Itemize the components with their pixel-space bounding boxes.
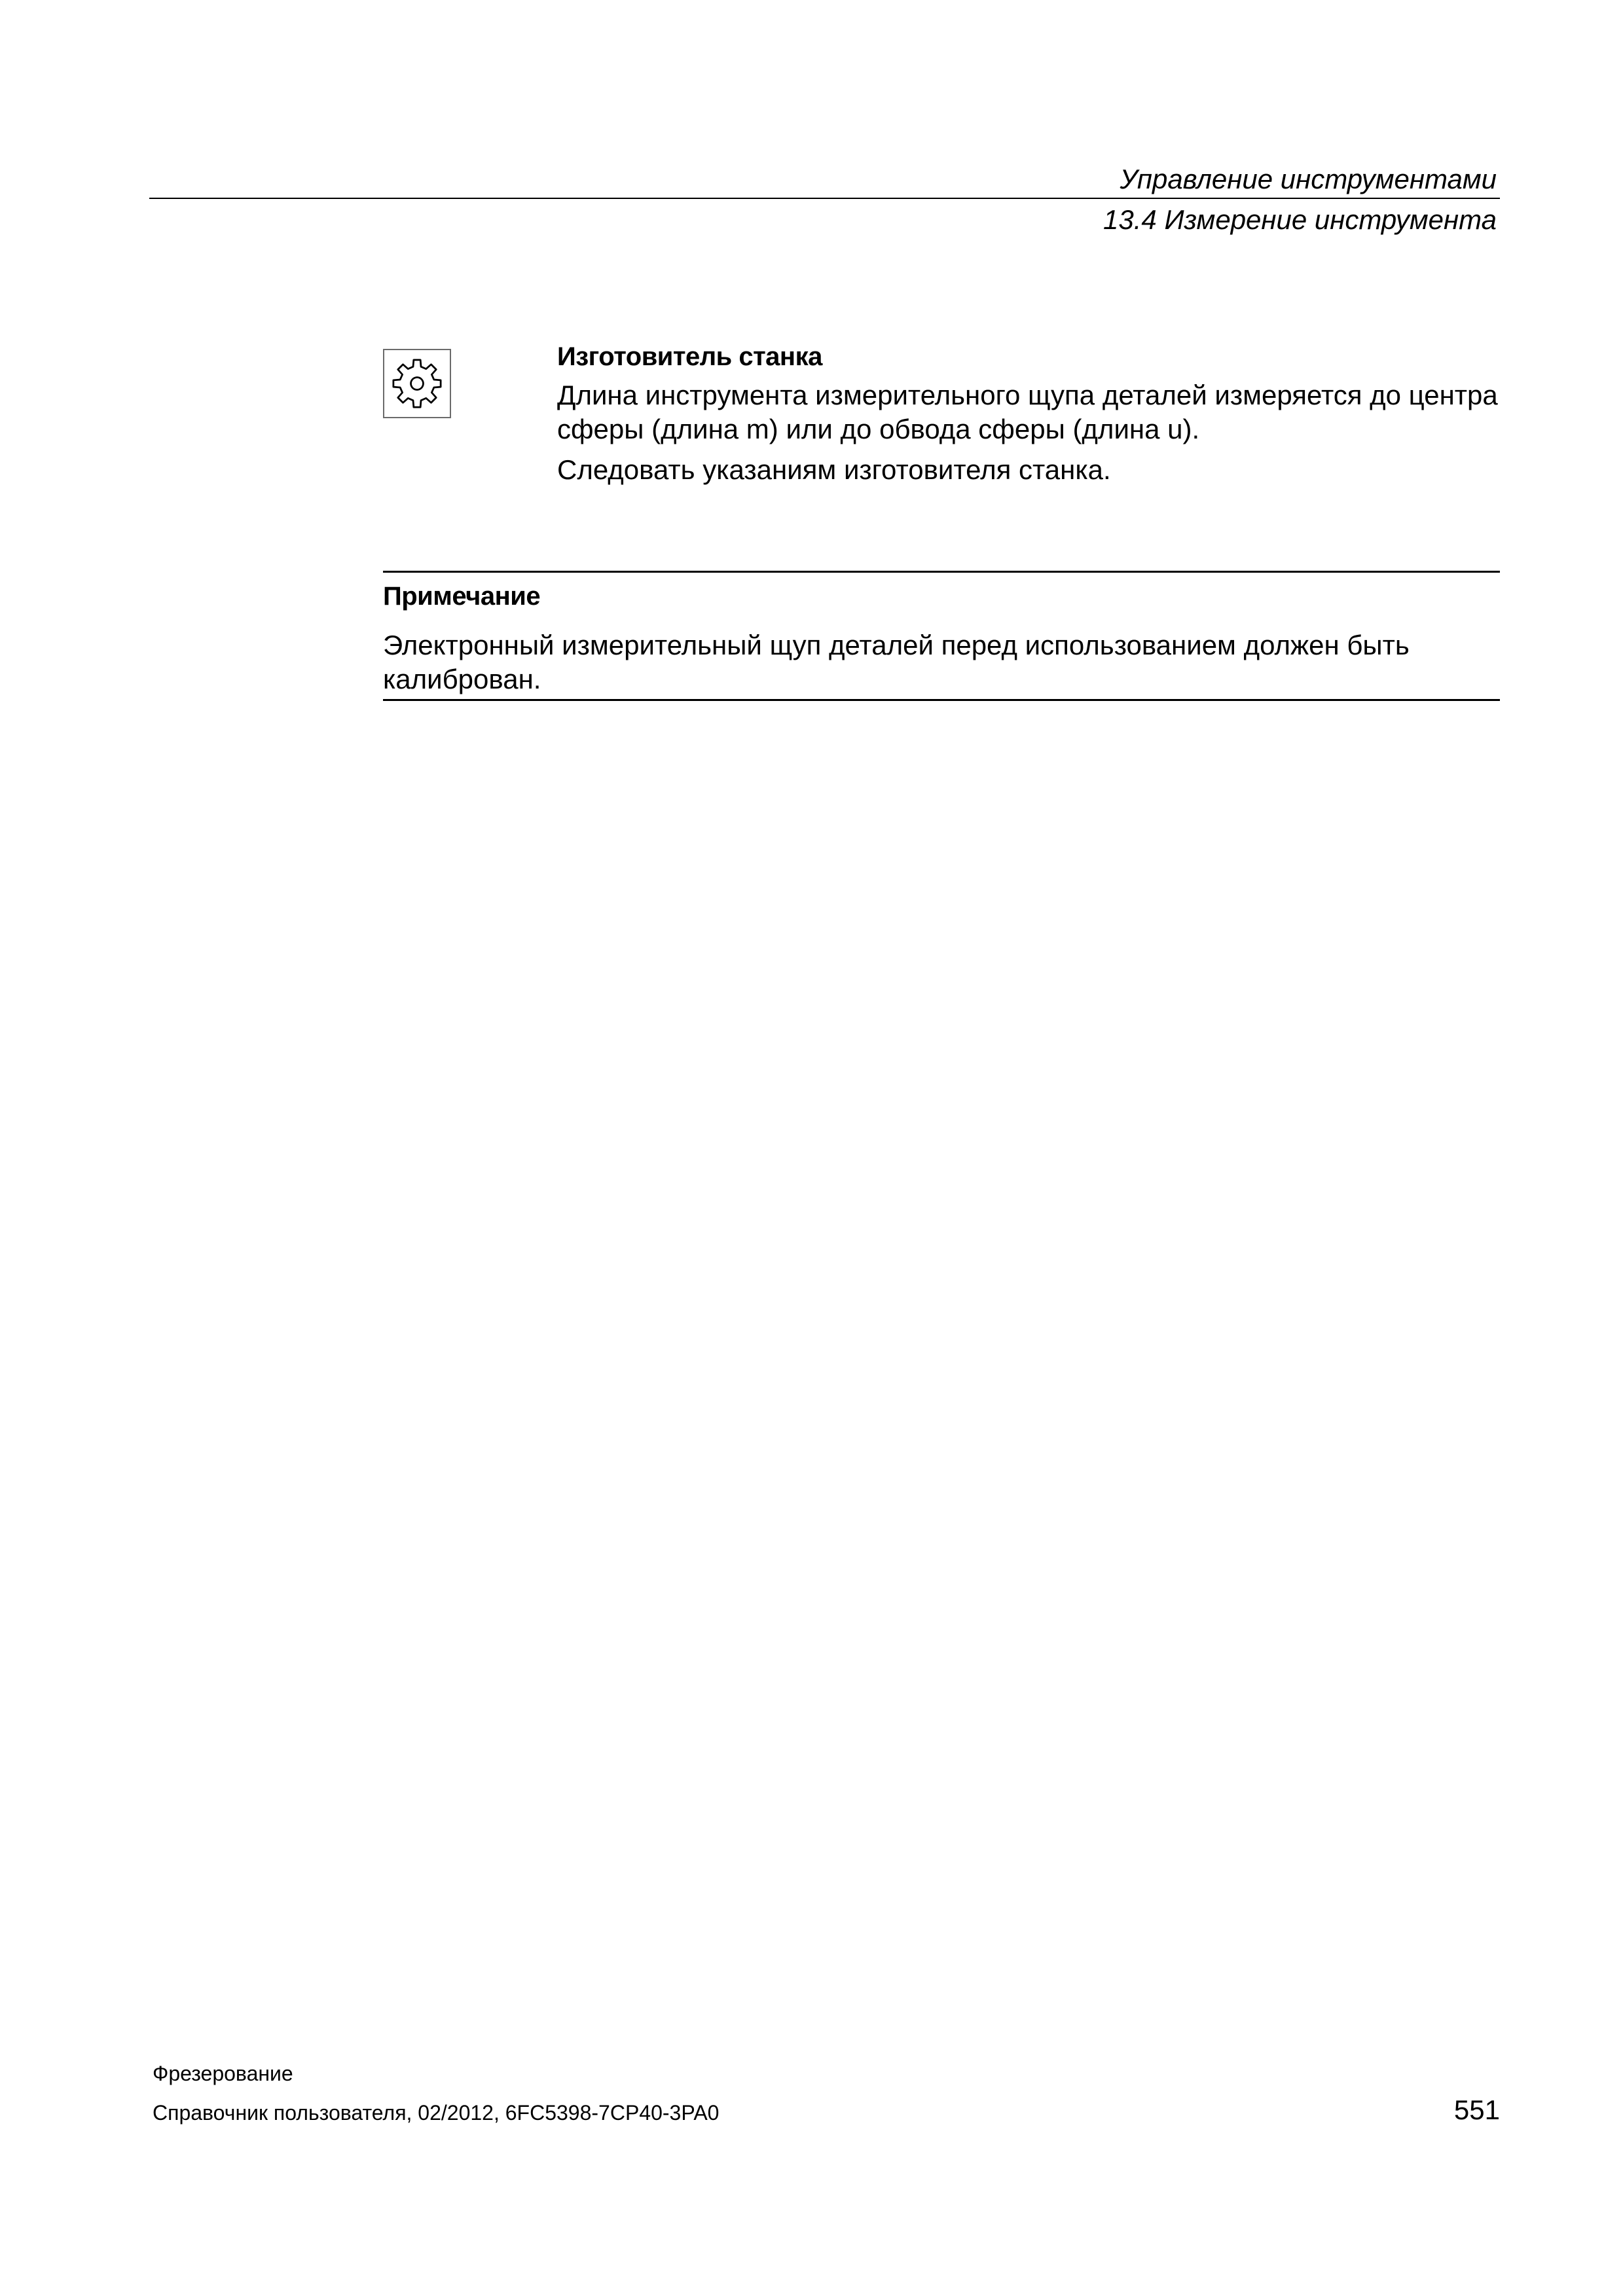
gear-icon [383,349,451,418]
header-section-title: 13.4 Измерение инструмента [1103,204,1497,235]
note-top-divider [383,571,1500,573]
header-divider [149,198,1500,199]
note-title: Примечание [383,582,541,611]
gear-icon-graphic [389,355,445,412]
manufacturer-note [557,340,1500,493]
manufacturer-note-paragraph: Длина инструмента измерительного щупа деталей измеряется до центра сферы (длина m) или до обвода сферы (длина u). [557,380,1498,444]
footer-product: Фрезерование [153,2062,293,2085]
header-chapter-title: Управление инструментами [1120,164,1497,194]
page-number: 551 [1453,2094,1500,2125]
manufacturer-note-title: Изготовитель станка [557,342,822,371]
footer-manual-info: Справочник пользователя, 02/2012, 6FC5398-7CP40-3PA0 [153,2101,720,2125]
note-text: Электронный измерительный щуп деталей перед использованием должен быть калиброван. [383,630,1410,694]
manufacturer-note-paragraph: Следовать указаниям изготовителя станка. [557,454,1111,485]
note-bottom-divider [383,699,1500,701]
